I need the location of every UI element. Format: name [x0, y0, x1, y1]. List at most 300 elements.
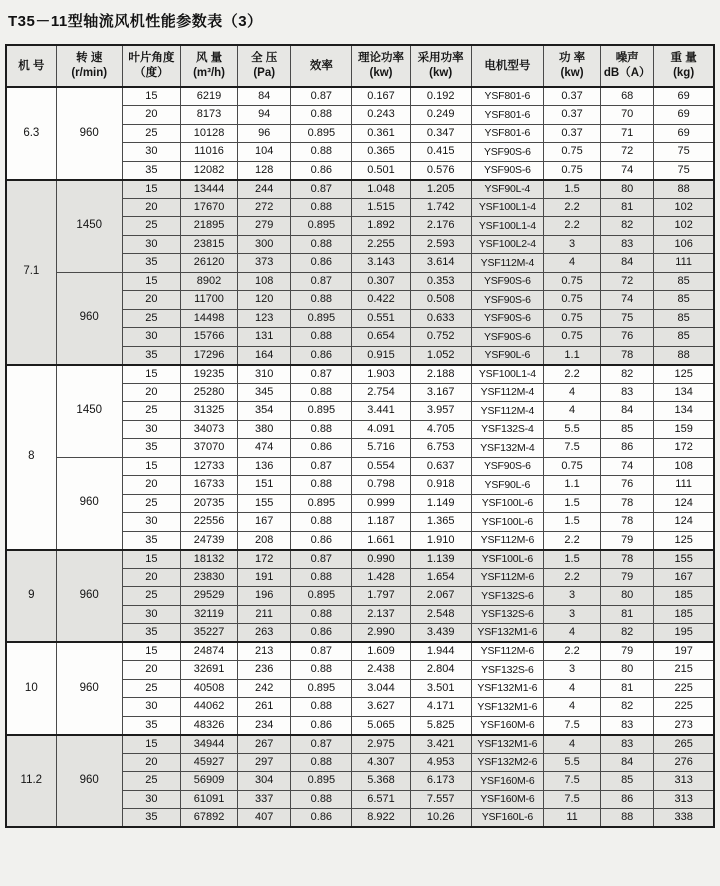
air-volume-cell: 15766: [180, 328, 237, 347]
noise-cell: 84: [601, 753, 654, 772]
noise-cell: 74: [601, 291, 654, 310]
weight-cell: 102: [654, 217, 714, 236]
col-header-adopted-power: [410, 45, 471, 87]
motor-power-cell: 1.5: [543, 180, 600, 199]
total-pressure-cell: 151: [238, 476, 291, 495]
noise-cell: 80: [601, 180, 654, 199]
blade-angle-cell: 25: [122, 587, 180, 606]
adopted-power-cell: 6.753: [410, 439, 471, 458]
adopted-power-cell: 3.957: [410, 402, 471, 421]
adopted-power-cell: 5.825: [410, 716, 471, 735]
col-header-unit: （度）: [134, 67, 169, 79]
air-volume-cell: 17296: [180, 346, 237, 365]
speed-cell: 1450: [56, 365, 122, 458]
weight-cell: 124: [654, 513, 714, 532]
weight-cell: 85: [654, 309, 714, 328]
weight-cell: 124: [654, 494, 714, 513]
motor-power-cell: 4: [543, 402, 600, 421]
total-pressure-cell: 120: [238, 291, 291, 310]
total-pressure-cell: 211: [238, 605, 291, 624]
noise-cell: 71: [601, 124, 654, 143]
machine-no-cell: 6.3: [6, 87, 56, 180]
air-volume-cell: 13444: [180, 180, 237, 199]
noise-cell: 85: [601, 420, 654, 439]
total-pressure-cell: 354: [238, 402, 291, 421]
motor-power-cell: 1.5: [543, 494, 600, 513]
adopted-power-cell: 1.149: [410, 494, 471, 513]
blade-angle-cell: 15: [122, 735, 180, 754]
efficiency-cell: 0.895: [291, 587, 352, 606]
total-pressure-cell: 304: [238, 772, 291, 791]
motor-power-cell: 1.5: [543, 550, 600, 569]
theoretical-power-cell: 0.501: [352, 161, 410, 180]
air-volume-cell: 17670: [180, 198, 237, 217]
col-header-label: 采用功率: [417, 52, 464, 65]
theoretical-power-cell: 0.551: [352, 309, 410, 328]
total-pressure-cell: 172: [238, 550, 291, 569]
air-volume-cell: 14498: [180, 309, 237, 328]
noise-cell: 75: [601, 309, 654, 328]
col-header-motor-power: [543, 45, 600, 87]
motor-power-cell: 2.2: [543, 198, 600, 217]
theoretical-power-cell: 0.243: [352, 106, 410, 125]
motor-model-cell: YSF160M-6: [471, 790, 543, 809]
col-header-label: 理论功率: [358, 52, 405, 65]
col-header-unit: (kg): [673, 67, 695, 79]
weight-cell: 125: [654, 531, 714, 550]
speed-cell: 1450: [56, 180, 122, 273]
table-header: [6, 45, 714, 87]
table-row: [6, 457, 714, 476]
air-volume-cell: 32691: [180, 661, 237, 680]
motor-model-cell: YSF90S-6: [471, 272, 543, 291]
col-header-noise: [601, 45, 654, 87]
air-volume-cell: 35227: [180, 624, 237, 643]
efficiency-cell: 0.88: [291, 476, 352, 495]
blade-angle-cell: 30: [122, 605, 180, 624]
noise-cell: 76: [601, 476, 654, 495]
efficiency-cell: 0.88: [291, 235, 352, 254]
total-pressure-cell: 208: [238, 531, 291, 550]
performance-table: [5, 44, 715, 828]
weight-cell: 172: [654, 439, 714, 458]
theoretical-power-cell: 0.167: [352, 87, 410, 106]
adopted-power-cell: 7.557: [410, 790, 471, 809]
air-volume-cell: 40508: [180, 679, 237, 698]
efficiency-cell: 0.88: [291, 383, 352, 402]
total-pressure-cell: 94: [238, 106, 291, 125]
efficiency-cell: 0.895: [291, 494, 352, 513]
motor-power-cell: 4: [543, 254, 600, 273]
blade-angle-cell: 15: [122, 180, 180, 199]
noise-cell: 83: [601, 735, 654, 754]
noise-cell: 82: [601, 698, 654, 717]
weight-cell: 338: [654, 809, 714, 828]
noise-cell: 79: [601, 568, 654, 587]
machine-no-cell: 9: [6, 550, 56, 643]
motor-model-cell: YSF100L-6: [471, 513, 543, 532]
motor-model-cell: YSF100L1-4: [471, 198, 543, 217]
noise-cell: 86: [601, 439, 654, 458]
speed-cell: 960: [56, 642, 122, 735]
total-pressure-cell: 155: [238, 494, 291, 513]
total-pressure-cell: 407: [238, 809, 291, 828]
table-row: [6, 180, 714, 199]
blade-angle-cell: 25: [122, 772, 180, 791]
adopted-power-cell: 2.067: [410, 587, 471, 606]
motor-power-cell: 1.1: [543, 476, 600, 495]
theoretical-power-cell: 5.065: [352, 716, 410, 735]
col-header-label: 全 压: [251, 52, 278, 65]
noise-cell: 76: [601, 328, 654, 347]
motor-model-cell: YSF801-6: [471, 87, 543, 106]
blade-angle-cell: 20: [122, 476, 180, 495]
adopted-power-cell: 3.167: [410, 383, 471, 402]
col-header-label: 叶片角度: [128, 52, 175, 65]
motor-power-cell: 3: [543, 587, 600, 606]
total-pressure-cell: 234: [238, 716, 291, 735]
col-header-label: 重 量: [670, 52, 697, 65]
col-header-total-pressure: [238, 45, 291, 87]
motor-power-cell: 2.2: [543, 531, 600, 550]
speed-cell: 960: [56, 550, 122, 643]
adopted-power-cell: 1.742: [410, 198, 471, 217]
theoretical-power-cell: 4.307: [352, 753, 410, 772]
motor-model-cell: YSF801-6: [471, 106, 543, 125]
motor-power-cell: 1.1: [543, 346, 600, 365]
efficiency-cell: 0.88: [291, 328, 352, 347]
adopted-power-cell: 0.353: [410, 272, 471, 291]
weight-cell: 273: [654, 716, 714, 735]
motor-model-cell: YSF132M1-6: [471, 698, 543, 717]
air-volume-cell: 19235: [180, 365, 237, 384]
motor-model-cell: YSF112M-4: [471, 383, 543, 402]
adopted-power-cell: 4.705: [410, 420, 471, 439]
total-pressure-cell: 191: [238, 568, 291, 587]
air-volume-cell: 23815: [180, 235, 237, 254]
weight-cell: 225: [654, 698, 714, 717]
adopted-power-cell: 0.249: [410, 106, 471, 125]
theoretical-power-cell: 4.091: [352, 420, 410, 439]
motor-model-cell: YSF90L-6: [471, 346, 543, 365]
motor-model-cell: YSF90S-6: [471, 328, 543, 347]
motor-model-cell: YSF132M1-6: [471, 679, 543, 698]
air-volume-cell: 31325: [180, 402, 237, 421]
noise-cell: 80: [601, 661, 654, 680]
theoretical-power-cell: 8.922: [352, 809, 410, 828]
efficiency-cell: 0.895: [291, 772, 352, 791]
motor-model-cell: YSF132S-6: [471, 661, 543, 680]
speed-cell: 960: [56, 735, 122, 828]
blade-angle-cell: 35: [122, 254, 180, 273]
motor-power-cell: 0.75: [543, 328, 600, 347]
machine-no-cell: 8: [6, 365, 56, 550]
weight-cell: 85: [654, 328, 714, 347]
adopted-power-cell: 0.508: [410, 291, 471, 310]
blade-angle-cell: 15: [122, 642, 180, 661]
motor-model-cell: YSF160L-6: [471, 809, 543, 828]
weight-cell: 88: [654, 180, 714, 199]
efficiency-cell: 0.87: [291, 272, 352, 291]
weight-cell: 265: [654, 735, 714, 754]
col-header-label: 噪声: [615, 52, 639, 65]
efficiency-cell: 0.86: [291, 716, 352, 735]
adopted-power-cell: 0.415: [410, 143, 471, 162]
table-row: [6, 272, 714, 291]
col-header-unit: (kw): [429, 67, 453, 79]
air-volume-cell: 20735: [180, 494, 237, 513]
theoretical-power-cell: 0.798: [352, 476, 410, 495]
weight-cell: 108: [654, 457, 714, 476]
col-header-unit: (kw): [369, 67, 393, 79]
theoretical-power-cell: 0.654: [352, 328, 410, 347]
weight-cell: 134: [654, 402, 714, 421]
total-pressure-cell: 263: [238, 624, 291, 643]
total-pressure-cell: 104: [238, 143, 291, 162]
weight-cell: 159: [654, 420, 714, 439]
weight-cell: 197: [654, 642, 714, 661]
blade-angle-cell: 15: [122, 272, 180, 291]
total-pressure-cell: 244: [238, 180, 291, 199]
col-header-unit: (Pa): [253, 67, 276, 79]
motor-model-cell: YSF112M-4: [471, 254, 543, 273]
noise-cell: 78: [601, 346, 654, 365]
weight-cell: 75: [654, 143, 714, 162]
blade-angle-cell: 20: [122, 106, 180, 125]
theoretical-power-cell: 5.368: [352, 772, 410, 791]
weight-cell: 88: [654, 346, 714, 365]
theoretical-power-cell: 2.438: [352, 661, 410, 680]
total-pressure-cell: 345: [238, 383, 291, 402]
total-pressure-cell: 261: [238, 698, 291, 717]
efficiency-cell: 0.895: [291, 309, 352, 328]
weight-cell: 215: [654, 661, 714, 680]
adopted-power-cell: 2.593: [410, 235, 471, 254]
total-pressure-cell: 373: [238, 254, 291, 273]
efficiency-cell: 0.86: [291, 531, 352, 550]
efficiency-cell: 0.87: [291, 457, 352, 476]
adopted-power-cell: 1.139: [410, 550, 471, 569]
noise-cell: 81: [601, 679, 654, 698]
total-pressure-cell: 380: [238, 420, 291, 439]
weight-cell: 276: [654, 753, 714, 772]
adopted-power-cell: 2.548: [410, 605, 471, 624]
motor-model-cell: YSF90S-6: [471, 457, 543, 476]
noise-cell: 83: [601, 716, 654, 735]
motor-power-cell: 2.2: [543, 365, 600, 384]
efficiency-cell: 0.87: [291, 180, 352, 199]
efficiency-cell: 0.86: [291, 254, 352, 273]
col-header-theoretical-power: [352, 45, 410, 87]
col-header-machine-no: [6, 45, 56, 87]
weight-cell: 155: [654, 550, 714, 569]
efficiency-cell: 0.88: [291, 790, 352, 809]
air-volume-cell: 16733: [180, 476, 237, 495]
motor-model-cell: YSF112M-4: [471, 402, 543, 421]
weight-cell: 85: [654, 291, 714, 310]
theoretical-power-cell: 2.137: [352, 605, 410, 624]
adopted-power-cell: 0.192: [410, 87, 471, 106]
blade-angle-cell: 30: [122, 513, 180, 532]
efficiency-cell: 0.87: [291, 642, 352, 661]
blade-angle-cell: 15: [122, 365, 180, 384]
noise-cell: 85: [601, 772, 654, 791]
noise-cell: 79: [601, 531, 654, 550]
air-volume-cell: 26120: [180, 254, 237, 273]
col-header-label: 功 率: [558, 52, 586, 65]
machine-no-cell: 11.2: [6, 735, 56, 828]
air-volume-cell: 22556: [180, 513, 237, 532]
motor-power-cell: 4: [543, 679, 600, 698]
blade-angle-cell: 25: [122, 124, 180, 143]
speed-cell: 960: [56, 457, 122, 550]
adopted-power-cell: 1.654: [410, 568, 471, 587]
air-volume-cell: 11016: [180, 143, 237, 162]
motor-power-cell: 7.5: [543, 439, 600, 458]
motor-power-cell: 0.75: [543, 291, 600, 310]
air-volume-cell: 23830: [180, 568, 237, 587]
blade-angle-cell: 20: [122, 661, 180, 680]
total-pressure-cell: 131: [238, 328, 291, 347]
noise-cell: 86: [601, 790, 654, 809]
table-row: [6, 87, 714, 106]
efficiency-cell: 0.88: [291, 143, 352, 162]
air-volume-cell: 25280: [180, 383, 237, 402]
total-pressure-cell: 310: [238, 365, 291, 384]
total-pressure-cell: 96: [238, 124, 291, 143]
air-volume-cell: 56909: [180, 772, 237, 791]
noise-cell: 72: [601, 143, 654, 162]
col-header-label: 机 号: [18, 59, 45, 72]
theoretical-power-cell: 3.441: [352, 402, 410, 421]
adopted-power-cell: 2.804: [410, 661, 471, 680]
theoretical-power-cell: 1.428: [352, 568, 410, 587]
noise-cell: 78: [601, 513, 654, 532]
blade-angle-cell: 20: [122, 568, 180, 587]
motor-power-cell: 0.75: [543, 457, 600, 476]
theoretical-power-cell: 1.609: [352, 642, 410, 661]
col-header-efficiency: [291, 45, 352, 87]
air-volume-cell: 67892: [180, 809, 237, 828]
speed-cell: 960: [56, 272, 122, 365]
blade-angle-cell: 35: [122, 716, 180, 735]
noise-cell: 78: [601, 550, 654, 569]
motor-model-cell: YSF100L-6: [471, 494, 543, 513]
header-row: [6, 45, 714, 87]
table-body: [6, 87, 714, 827]
motor-model-cell: YSF801-6: [471, 124, 543, 143]
theoretical-power-cell: 2.255: [352, 235, 410, 254]
noise-cell: 68: [601, 87, 654, 106]
air-volume-cell: 34944: [180, 735, 237, 754]
motor-power-cell: 0.37: [543, 87, 600, 106]
efficiency-cell: 0.86: [291, 439, 352, 458]
table-row: [6, 365, 714, 384]
motor-power-cell: 5.5: [543, 420, 600, 439]
air-volume-cell: 37070: [180, 439, 237, 458]
weight-cell: 75: [654, 161, 714, 180]
total-pressure-cell: 300: [238, 235, 291, 254]
weight-cell: 106: [654, 235, 714, 254]
adopted-power-cell: 1.910: [410, 531, 471, 550]
motor-model-cell: YSF100L1-4: [471, 217, 543, 236]
adopted-power-cell: 0.633: [410, 309, 471, 328]
total-pressure-cell: 474: [238, 439, 291, 458]
efficiency-cell: 0.88: [291, 698, 352, 717]
air-volume-cell: 8902: [180, 272, 237, 291]
motor-power-cell: 0.75: [543, 272, 600, 291]
blade-angle-cell: 25: [122, 402, 180, 421]
blade-angle-cell: 25: [122, 309, 180, 328]
blade-angle-cell: 30: [122, 420, 180, 439]
total-pressure-cell: 213: [238, 642, 291, 661]
adopted-power-cell: 2.176: [410, 217, 471, 236]
motor-model-cell: YSF90L-6: [471, 476, 543, 495]
blade-angle-cell: 35: [122, 531, 180, 550]
noise-cell: 79: [601, 642, 654, 661]
total-pressure-cell: 108: [238, 272, 291, 291]
total-pressure-cell: 242: [238, 679, 291, 698]
efficiency-cell: 0.88: [291, 661, 352, 680]
air-volume-cell: 12733: [180, 457, 237, 476]
weight-cell: 185: [654, 587, 714, 606]
adopted-power-cell: 3.439: [410, 624, 471, 643]
theoretical-power-cell: 2.754: [352, 383, 410, 402]
machine-no-cell: 10: [6, 642, 56, 735]
theoretical-power-cell: 1.797: [352, 587, 410, 606]
adopted-power-cell: 0.637: [410, 457, 471, 476]
page-title: T35－11型轴流风机性能参数表（3）: [8, 13, 263, 30]
blade-angle-cell: 15: [122, 550, 180, 569]
total-pressure-cell: 123: [238, 309, 291, 328]
theoretical-power-cell: 1.187: [352, 513, 410, 532]
motor-model-cell: YSF100L2-4: [471, 235, 543, 254]
efficiency-cell: 0.895: [291, 217, 352, 236]
efficiency-cell: 0.87: [291, 87, 352, 106]
motor-model-cell: YSF132S-4: [471, 420, 543, 439]
air-volume-cell: 61091: [180, 790, 237, 809]
air-volume-cell: 10128: [180, 124, 237, 143]
motor-model-cell: YSF160M-6: [471, 716, 543, 735]
blade-angle-cell: 25: [122, 679, 180, 698]
air-volume-cell: 34073: [180, 420, 237, 439]
motor-model-cell: YSF132M-4: [471, 439, 543, 458]
col-header-unit: (r/min): [71, 67, 108, 79]
blade-angle-cell: 35: [122, 624, 180, 643]
noise-cell: 84: [601, 402, 654, 421]
blade-angle-cell: 35: [122, 346, 180, 365]
theoretical-power-cell: 1.515: [352, 198, 410, 217]
noise-cell: 70: [601, 106, 654, 125]
theoretical-power-cell: 2.975: [352, 735, 410, 754]
adopted-power-cell: 3.614: [410, 254, 471, 273]
motor-power-cell: 3: [543, 605, 600, 624]
theoretical-power-cell: 1.892: [352, 217, 410, 236]
air-volume-cell: 45927: [180, 753, 237, 772]
total-pressure-cell: 272: [238, 198, 291, 217]
total-pressure-cell: 337: [238, 790, 291, 809]
col-header-label: 效率: [309, 59, 333, 72]
efficiency-cell: 0.87: [291, 365, 352, 384]
motor-power-cell: 0.75: [543, 309, 600, 328]
noise-cell: 83: [601, 383, 654, 402]
air-volume-cell: 32119: [180, 605, 237, 624]
motor-model-cell: YSF90S-6: [471, 291, 543, 310]
total-pressure-cell: 128: [238, 161, 291, 180]
adopted-power-cell: 1.944: [410, 642, 471, 661]
blade-angle-cell: 30: [122, 235, 180, 254]
theoretical-power-cell: 1.903: [352, 365, 410, 384]
